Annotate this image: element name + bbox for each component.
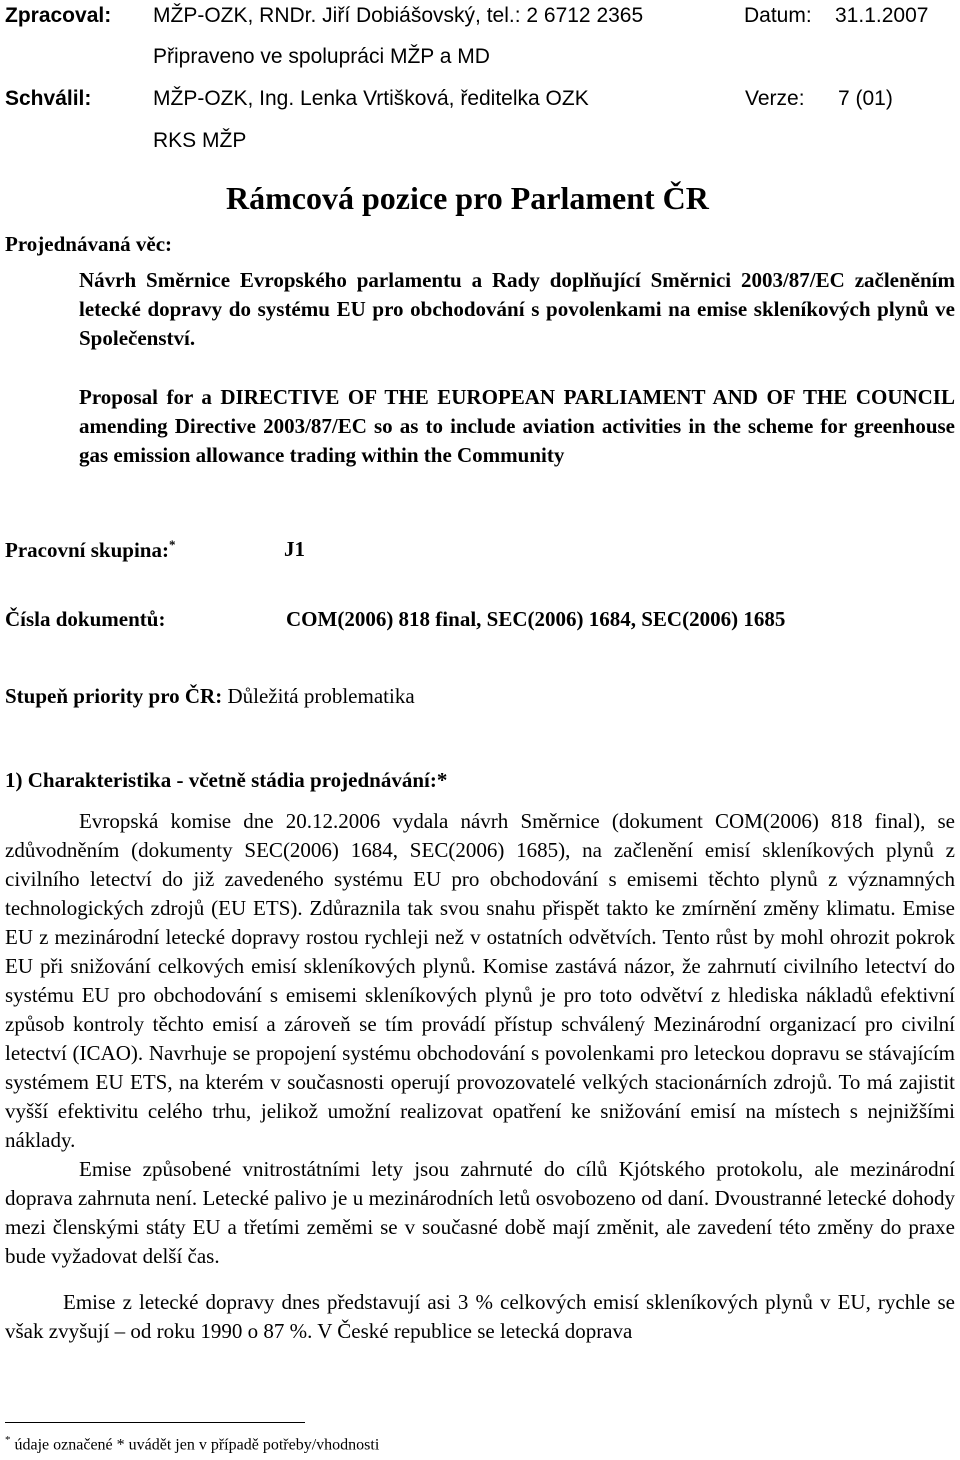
verze-label: Verze: xyxy=(745,87,805,110)
datum-label: Datum: xyxy=(744,4,812,27)
body-paragraph: Emise z letecké dopravy dnes představují asi 3 % celkových emisí skleníkových plynů v EU, rychle se však zvyšují – od roku 1990 o 87 %. V České republice se letecká doprava xyxy=(5,1290,955,1343)
verze-value: 7 (01) xyxy=(838,87,893,110)
cisla-label: Čísla dokumentů: xyxy=(5,607,166,631)
pracovni-skupina-label xyxy=(5,537,175,563)
footnote xyxy=(5,1434,379,1454)
zpracoval-label: Zpracoval: xyxy=(5,4,112,27)
footnote-divider xyxy=(5,1422,305,1423)
body-paragraph: Emise způsobené vnitrostátními lety jsou zahrnuté do cílů Kjótského protokolu, ale mezinárodní doprava zahrnuta není. Letecké palivo je u mezinárodních letů osvobozeno od daní. Dvoustranné letecké dohody mezi členskými státy EU a třetími zeměmi se v současné době mají změnit, ale zavedení této změny do praxe bude vyžadovat delší čas. xyxy=(5,1157,955,1268)
cisla-value: COM(2006) 818 final, SEC(2006) 1684, SEC(2006) 1685 xyxy=(286,607,786,631)
pripraveno-line: Připraveno ve spolupráci MŽP a MD xyxy=(153,45,490,68)
footnote-mark: * xyxy=(5,1434,11,1446)
datum-value: 31.1.2007 xyxy=(835,4,929,27)
body-paragraph: Evropská komise dne 20.12.2006 vydala návrh Směrnice (dokument COM(2006) 818 final), se zdůvodněním (dokumenty SEC(2006) 1684, SEC(2006) 1685), na začlenění emisí skleníkových plynů z civilního letectví do již zavedeného systému EU pro obchodování s emisemi těchto plynů z významných technologických zdrojů (EU ETS). Zdůraznila tak svou snahu přispět takto ke zmírnění změny klimatu. Emise EU z mezinárodní letecké dopravy rostou rychleji než v ostatních odvětvích. Tento růst by mohl ohrozit pokrok EU při snižování celkových emisí skleníkových plynů. Komise zastává názor, že zahrnutí civilního letectví do systému EU pro obchodování s emisemi skleníkových plynů je pro toto odvětví z hlediska nákladů efektivní způsob kontroly těchto emisí a zároveň se tím provádí přístup schválený Mezinárodní organizací pro civilní letectví (ICAO). Navrhuje se propojení systému obchodování s povolenkami pro leteckou dopravu se stávajícím systémem EU ETS, na kterém v současnosti operují provozovatelé velkých stacionárních zdrojů. To má zajistit vyšší efektivitu celého trhu, jelikož umožní realizovat opatření ke snižování emisí na místech s nejnižšími náklady. xyxy=(5,809,955,1152)
page-title: Rámcová pozice pro Parlament ČR xyxy=(226,180,709,216)
schvalil-label: Schválil: xyxy=(5,87,92,110)
stupen-label: Stupeň priority pro ČR: xyxy=(5,684,223,708)
pracovni-skupina-label-text: Pracovní skupina: xyxy=(5,538,169,562)
footnote-text: údaje označené * uvádět jen v případě potřeby/vhodnosti xyxy=(14,1436,380,1454)
stupen-value: Důležitá problematika xyxy=(227,684,415,708)
stupen-row xyxy=(5,684,415,709)
schvalil-value: MŽP-OZK, Ing. Lenka Vrtišková, ředitelka OZK xyxy=(153,87,589,110)
rks-line: RKS MŽP xyxy=(153,129,247,152)
section1-heading: 1) Charakteristika - včetně stádia projednávání:* xyxy=(5,768,448,792)
subject-en: Proposal for a DIRECTIVE OF THE EUROPEAN PARLIAMENT AND OF THE COUNCIL amending Directive 2003/87/EC so as to include aviation activities in the scheme for greenhouse gas emission allowance trading within the Community xyxy=(79,385,955,467)
section1-body xyxy=(5,807,955,1346)
projednavana-label: Projednávaná věc: xyxy=(5,232,173,256)
pracovni-skupina-mark: * xyxy=(168,537,176,552)
subject-cz: Návrh Směrnice Evropského parlamentu a Rady doplňující Směrnici 2003/87/EC začleněním letecké dopravy do systému EU pro obchodování s povolenkami na emise skleníkových plynů ve Společenství. xyxy=(79,268,955,350)
zpracoval-value: MŽP-OZK, RNDr. Jiří Dobiášovský, tel.: 2 6712 2365 xyxy=(153,4,644,27)
pracovni-skupina-value: J1 xyxy=(284,537,305,561)
